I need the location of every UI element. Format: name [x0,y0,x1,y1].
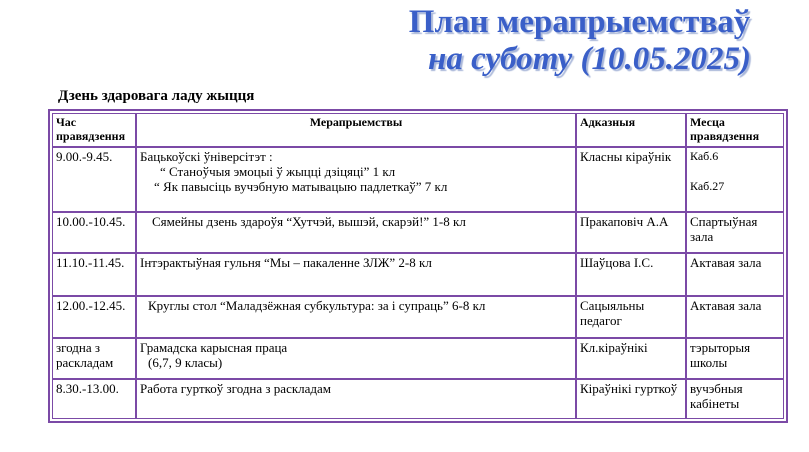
column-header-responsible: Адказныя [576,113,686,147]
column-header-event: Мерапрыемствы [136,113,576,147]
section-heading: Дзень здаровага ладу жыцця [58,88,255,104]
cell-event [136,147,576,212]
cell-responsible: Кл.кіраўнікі [576,338,686,380]
place-gap [690,163,780,179]
column-header-place: Месца правядзення [686,113,784,147]
schedule-table-frame [48,109,788,423]
cell-event [136,338,576,380]
cell-event: Работа гурткоў згодна з раскладам [136,379,576,419]
cell-responsible: Кіраўнікі гурткоў [576,379,686,419]
cell-place: Спартыўная зала [686,212,784,254]
event-text: Круглы стол “Маладзёжная субкультура: за і супраць” 6-8 кл [148,298,486,313]
schedule-table [52,113,784,419]
table-row [52,338,784,380]
cell-event: Інтэрактыўная гульня “Мы – пакаленне ЗЛЖ” 2-8 кл [136,253,576,296]
place-line: Каб.6 [690,149,719,163]
event-title: Бацькоўскі ўніверсітэт : [140,149,273,164]
cell-place: Актавая зала [686,253,784,296]
event-text: Сямейны дзень здароўя “Хутчэй, вышэй, скарэй!” 1-8 кл [152,213,466,229]
cell-time: 9.00.-9.45. [52,147,136,212]
cell-time: 10.00.-10.45. [52,212,136,254]
cell-place [686,147,784,212]
cell-event [136,296,576,338]
cell-time: згодна з раскладам [52,338,136,380]
page-subtitle-date: на суботу (10.05.2025) [428,41,751,77]
cell-responsible: Пракаповіч А.А [576,212,686,254]
event-subitem: “ Станоўчыя эмоцыі ў жыцці дзіцяці” 1 кл [160,164,396,179]
cell-time: 8.30.-13.00. [52,379,136,419]
event-subitem: “ Як павысіць вучэбную матывацыю падлеткаў” 7 кл [154,179,448,194]
cell-place: тэрыторыя школы [686,338,784,380]
cell-responsible: Сацыяльны педагог [576,296,686,338]
table-row [52,253,784,296]
cell-time: 12.00.-12.45. [52,296,136,338]
table-row [52,147,784,212]
event-title: Грамадска карысная праца [140,339,288,355]
event-subitem: (6,7, 9 класы) [148,354,223,370]
table-row [52,296,784,338]
table-row [52,379,784,419]
column-header-time: Час правядзення [52,113,136,147]
page-title: План мерапрыемстваў [408,4,751,40]
table-header-row [52,113,784,147]
table-row [52,212,784,254]
place-line: Каб.27 [690,179,725,193]
cell-responsible: Шаўцова І.С. [576,253,686,296]
cell-place: вучэбныя кабінеты [686,379,784,419]
cell-event [136,212,576,254]
cell-responsible: Класны кіраўнік [576,147,686,212]
cell-place: Актавая зала [686,296,784,338]
cell-time: 11.10.-11.45. [52,253,136,296]
